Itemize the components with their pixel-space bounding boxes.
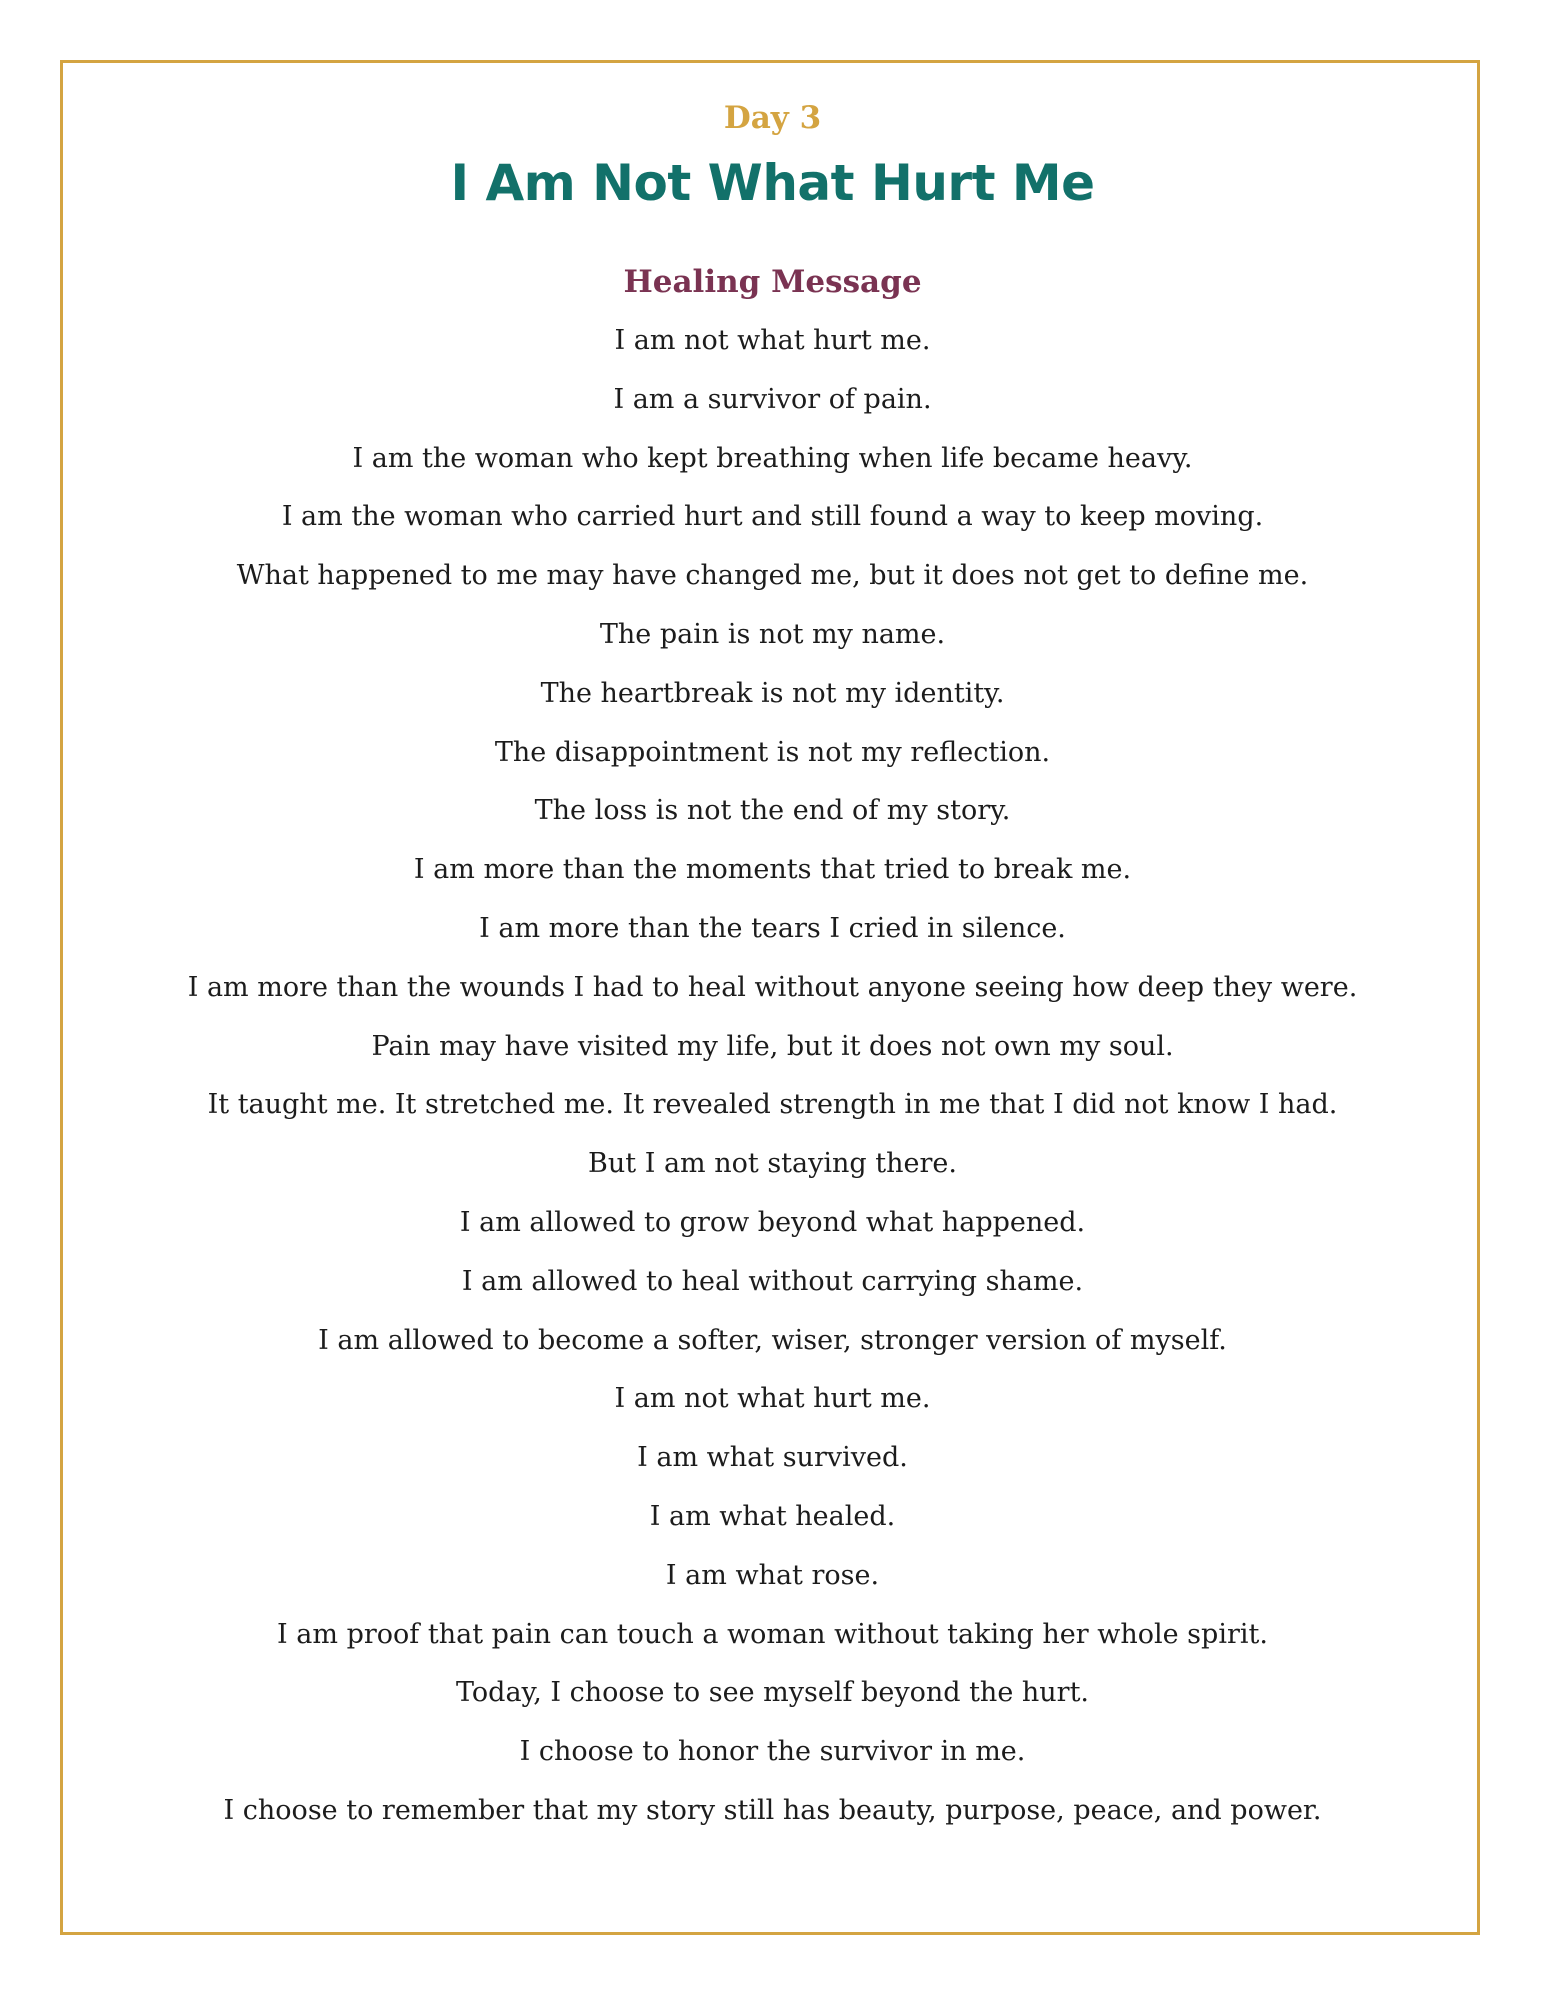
message-line: I am more than the wounds I had to heal without anyone seeing how deep they were. bbox=[187, 971, 1358, 1003]
message-line: I am allowed to heal without carrying shame. bbox=[461, 1265, 1084, 1297]
message-line: I am the woman who carried hurt and still found a way to keep moving. bbox=[281, 501, 1264, 533]
message-line: Today, I choose to see myself beyond the hurt. bbox=[456, 1677, 1089, 1709]
section-heading: Healing Message bbox=[623, 264, 922, 300]
message-line: Pain may have visited my life, but it does not own my soul. bbox=[371, 1030, 1174, 1062]
message-line: The heartbreak is not my identity. bbox=[540, 677, 1005, 709]
message-line: I am allowed to grow beyond what happened. bbox=[459, 1206, 1086, 1238]
day-label: Day 3 bbox=[723, 100, 822, 136]
message-line: I am what survived. bbox=[637, 1442, 908, 1474]
message-line: I am what rose. bbox=[665, 1559, 880, 1591]
message-line: I am allowed to become a softer, wiser, stronger version of myself. bbox=[318, 1324, 1227, 1356]
message-line: But I am not staying there. bbox=[588, 1148, 957, 1180]
message-line: I am not what hurt me. bbox=[614, 1383, 931, 1415]
message-line: I choose to honor the survivor in me. bbox=[519, 1736, 1026, 1768]
message-line: The loss is not the end of my story. bbox=[534, 795, 1011, 827]
message-line: I choose to remember that my story still has beauty, purpose, peace, and power. bbox=[223, 1794, 1322, 1826]
message-line: I am what healed. bbox=[649, 1500, 896, 1532]
message-line: I am more than the moments that tried to break me. bbox=[413, 854, 1132, 886]
healing-message-lines bbox=[0, 312, 1545, 1841]
message-line: I am a survivor of pain. bbox=[613, 383, 932, 415]
message-line: I am more than the tears I cried in silence. bbox=[479, 912, 1066, 944]
message-line: The disappointment is not my reflection. bbox=[494, 736, 1051, 768]
message-line: What happened to me may have changed me, but it does not get to define me. bbox=[236, 560, 1309, 592]
page-title: I Am Not What Hurt Me bbox=[450, 154, 1095, 212]
message-line: I am proof that pain can touch a woman without taking her whole spirit. bbox=[277, 1618, 1268, 1650]
message-line: I am not what hurt me. bbox=[614, 325, 931, 356]
message-line: I am the woman who kept breathing when life became heavy. bbox=[352, 442, 1193, 474]
message-line: The pain is not my name. bbox=[599, 618, 946, 650]
message-line: It taught me. It stretched me. It revealed strength in me that I did not know I had. bbox=[207, 1089, 1338, 1121]
